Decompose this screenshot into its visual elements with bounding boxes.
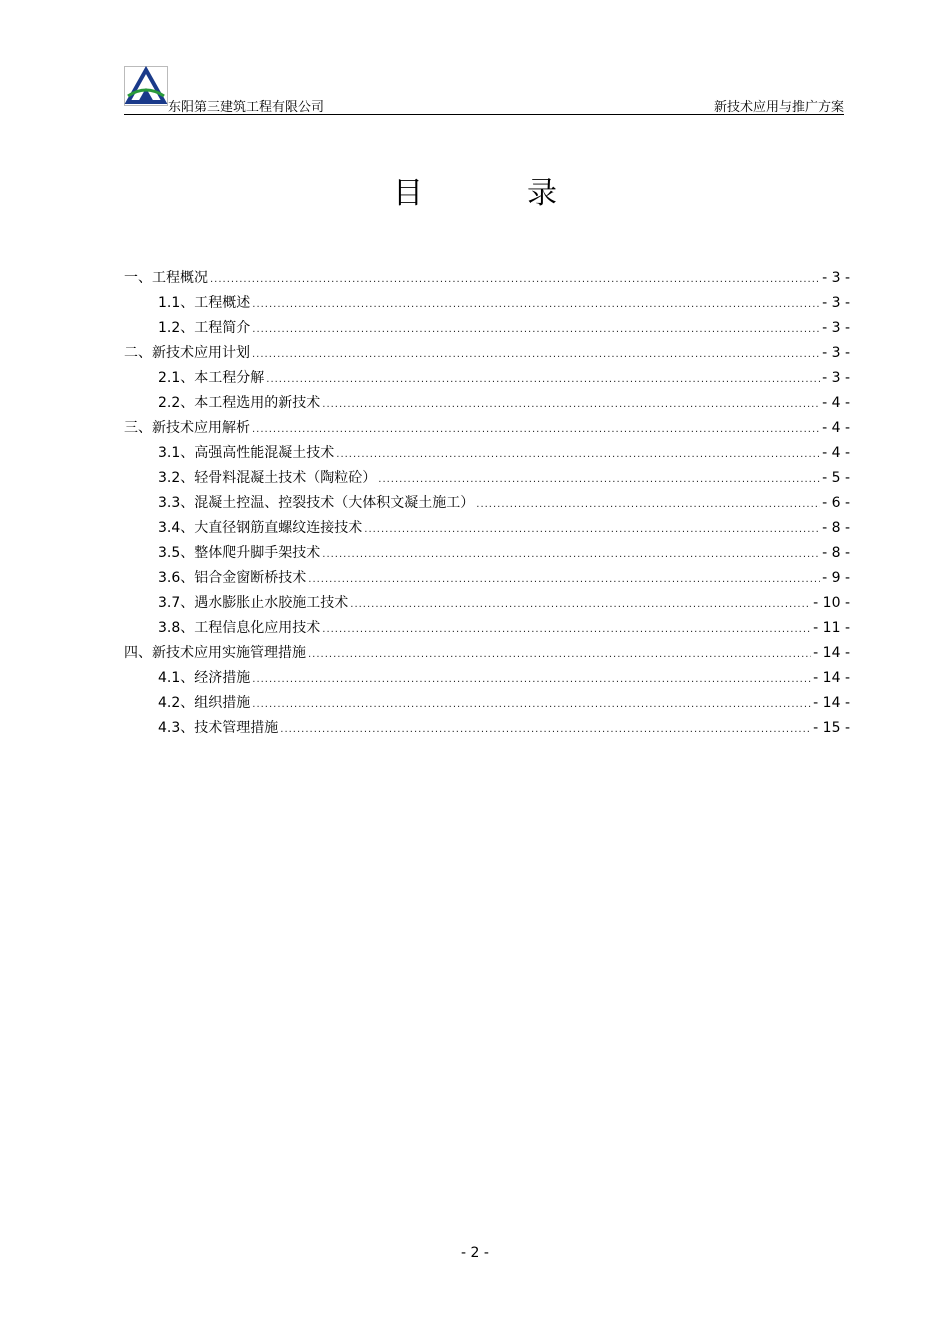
document-title: 新技术应用与推广方案 — [713, 100, 844, 115]
table-of-contents — [124, 267, 850, 742]
toc-entry-number: 1.2、 — [158, 320, 195, 336]
toc-entry-label: 工程概述 — [194, 295, 251, 311]
toc-entry-number: 2.1、 — [158, 370, 195, 386]
toc-entry-label: 工程简介 — [194, 320, 251, 336]
toc-entry-page: - 3 - — [822, 320, 850, 336]
toc-dot-leader — [322, 620, 811, 636]
toc-entry[interactable] — [124, 417, 850, 442]
toc-dot-leader — [322, 545, 820, 561]
toc-entry-page: - 4 - — [822, 445, 850, 461]
toc-entry-number: 1.1、 — [158, 295, 195, 311]
toc-entry-label: 组织措施 — [194, 695, 251, 711]
toc-entry-page: - 5 - — [822, 470, 850, 486]
toc-entry-page: - 3 - — [822, 345, 850, 361]
toc-entry-label: 工程概况 — [152, 270, 208, 286]
company-logo-icon — [124, 66, 168, 106]
toc-dot-leader — [378, 470, 820, 486]
toc-dot-leader — [308, 645, 811, 661]
toc-entry-number: 三、 — [124, 420, 152, 436]
toc-entry-number: 3.7、 — [158, 595, 195, 611]
company-name: 东阳第三建筑工程有限公司 — [168, 100, 325, 115]
toc-entry-label: 大直径钢筋直螺纹连接技术 — [194, 520, 363, 536]
toc-entry-number: 四、 — [124, 645, 152, 661]
toc-entry-number: 3.4、 — [158, 520, 195, 536]
toc-entry-page: - 9 - — [822, 570, 850, 586]
toc-entry[interactable] — [124, 692, 850, 717]
toc-entry-label: 新技术应用实施管理措施 — [152, 645, 306, 661]
toc-entry-label: 技术管理措施 — [194, 720, 279, 736]
toc-dot-leader — [308, 570, 820, 586]
toc-dot-leader — [252, 345, 820, 361]
toc-dot-leader — [280, 720, 811, 736]
toc-entry-number: 3.8、 — [158, 620, 195, 636]
toc-entry-page: - 3 - — [822, 370, 850, 386]
toc-entry-label: 混凝土控温、控裂技术（大体积文凝土施工） — [194, 495, 475, 511]
toc-entry[interactable] — [124, 292, 850, 317]
toc-dot-leader — [252, 695, 811, 711]
toc-entry-number: 4.2、 — [158, 695, 195, 711]
toc-entry-page: - 14 - — [813, 695, 850, 711]
toc-dot-leader — [252, 295, 820, 311]
toc-entry-label: 遇水膨胀止水胶施工技术 — [194, 595, 349, 611]
toc-dot-leader — [350, 595, 811, 611]
toc-entry-label: 工程信息化应用技术 — [194, 620, 321, 636]
toc-entry-page: - 11 - — [813, 620, 850, 636]
toc-entry[interactable] — [124, 317, 850, 342]
toc-entry-page: - 4 - — [822, 395, 850, 411]
toc-entry-label: 铝合金窗断桥技术 — [194, 570, 307, 586]
toc-entry-page: - 15 - — [813, 720, 850, 736]
toc-dot-leader — [322, 395, 820, 411]
toc-entry-page: - 10 - — [813, 595, 850, 611]
toc-entry-label: 新技术应用解析 — [152, 420, 250, 436]
toc-entry-number: 3.1、 — [158, 445, 195, 461]
toc-entry-number: 3.3、 — [158, 495, 195, 511]
toc-entry-page: - 3 - — [822, 295, 850, 311]
toc-entry[interactable] — [124, 667, 850, 692]
toc-entry-page: - 14 - — [813, 670, 850, 686]
toc-entry-number: 二、 — [124, 345, 152, 361]
toc-entry-page: - 14 - — [813, 645, 850, 661]
toc-entry-label: 经济措施 — [194, 670, 251, 686]
toc-entry[interactable] — [124, 367, 850, 392]
toc-entry-number: 4.1、 — [158, 670, 195, 686]
toc-entry-number: 3.5、 — [158, 545, 195, 561]
toc-entry-page: - 8 - — [822, 545, 850, 561]
toc-dot-leader — [252, 320, 820, 336]
toc-entry[interactable] — [124, 717, 850, 742]
toc-entry[interactable] — [124, 592, 850, 617]
toc-entry-page: - 3 - — [822, 270, 850, 286]
toc-entry-number: 一、 — [124, 270, 152, 286]
toc-dot-leader — [364, 520, 820, 536]
toc-entry-number: 3.6、 — [158, 570, 195, 586]
toc-entry[interactable] — [124, 492, 850, 517]
toc-entry-page: - 6 - — [822, 495, 850, 511]
toc-entry-label: 整体爬升脚手架技术 — [194, 545, 321, 561]
toc-dot-leader — [252, 670, 811, 686]
toc-entry-number: 2.2、 — [158, 395, 195, 411]
toc-entry-label: 本工程选用的新技术 — [194, 395, 321, 411]
toc-entry[interactable] — [124, 517, 850, 542]
toc-entry-label: 高强高性能混凝土技术 — [194, 445, 335, 461]
toc-dot-leader — [266, 370, 820, 386]
toc-entry-number: 3.2、 — [158, 470, 195, 486]
toc-entry-page: - 4 - — [822, 420, 850, 436]
toc-dot-leader — [252, 420, 820, 436]
toc-entry[interactable] — [124, 467, 850, 492]
toc-entry[interactable] — [124, 442, 850, 467]
toc-entry[interactable] — [124, 542, 850, 567]
toc-entry-label: 轻骨料混凝土技术（陶粒砼） — [194, 470, 377, 486]
toc-dot-leader — [210, 270, 820, 286]
page-header — [124, 66, 844, 115]
toc-entry[interactable] — [124, 342, 850, 367]
toc-entry-page: - 8 - — [822, 520, 850, 536]
toc-entry[interactable] — [124, 617, 850, 642]
toc-entry-label: 新技术应用计划 — [152, 345, 250, 361]
toc-entry[interactable] — [124, 392, 850, 417]
toc-entry-number: 4.3、 — [158, 720, 195, 736]
toc-entry-label: 本工程分解 — [194, 370, 265, 386]
toc-entry[interactable] — [124, 642, 850, 667]
toc-entry[interactable] — [124, 267, 850, 292]
toc-entry[interactable] — [124, 567, 850, 592]
toc-heading: 目录 — [393, 176, 661, 211]
page-number: - 2 - — [461, 1245, 489, 1261]
toc-dot-leader — [476, 495, 820, 511]
toc-dot-leader — [336, 445, 820, 461]
